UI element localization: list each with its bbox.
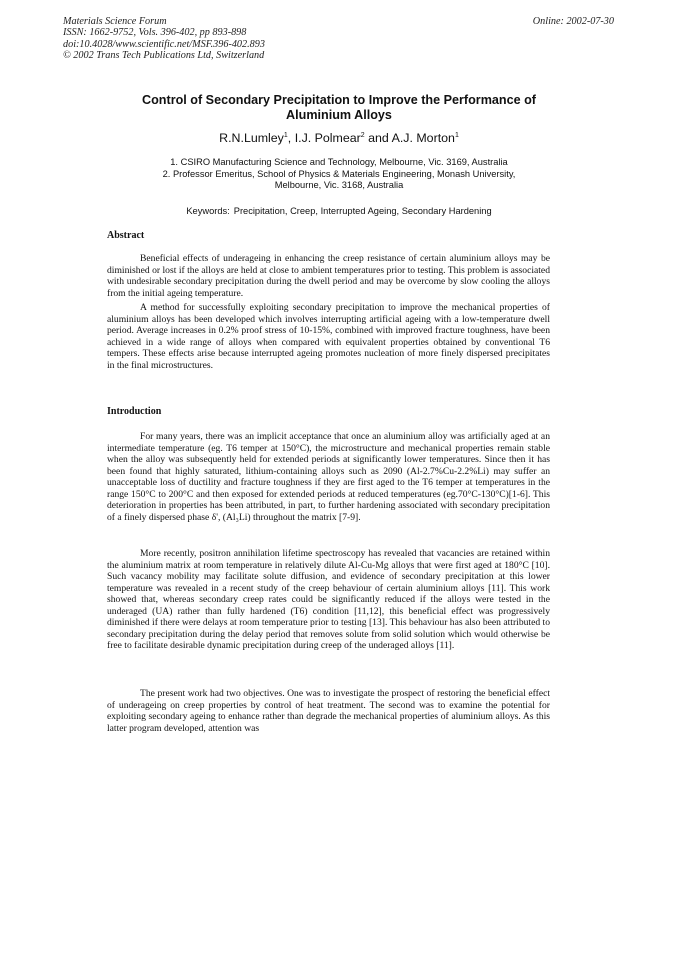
doi-line[interactable]: doi:10.4028/www.scientific.net/MSF.396-402.893	[63, 38, 265, 50]
affiliation-2: 2. Professor Emeritus, School of Physics & Materials Engineering, Monash University,	[162, 168, 516, 179]
journal-header	[63, 16, 265, 61]
author-separator: and	[364, 131, 392, 145]
keywords-list: Precipitation, Creep, Interrupted Ageing, Secondary Hardening	[233, 206, 492, 216]
title-line-1: Control of Secondary Precipitation to Improve the Performance of	[142, 93, 536, 107]
author-name: A.J. Morton	[391, 131, 455, 145]
author-name: R.N.Lumley	[219, 131, 284, 145]
affiliation-2-cont: Melbourne, Vic. 3168, Australia	[274, 180, 404, 191]
abstract-paragraph-1: Beneficial effects of underageing in enhancing the creep resistance of certain aluminium alloys may be diminished or lost if the alloys are held at close to ambient temperatures prior to testing. This problem is associated with undesirable secondary precipitation during the dwell period and may be overcome by slow cooling the alloys from the initial ageing temperature.	[107, 253, 550, 299]
keywords-label: Keywords:	[186, 206, 230, 216]
author-separator: ,	[287, 131, 295, 145]
introduction-paragraph-3: The present work had two objectives. One was to investigate the prospect of restoring the beneficial effect of underageing on creep properties by control of heat treatment. The second was to examine the potential for exploiting secondary ageing to enhance rather than degrade the mechanical properties of aluminium alloys. As this latter program developed, attention was	[107, 688, 550, 734]
keywords-line	[95, 206, 583, 217]
affiliation-marker: 1	[283, 132, 288, 139]
abstract-heading: Abstract	[107, 230, 145, 241]
issn-line: ISSN: 1662-9752, Vols. 396-402, pp 893-898	[63, 27, 247, 39]
affiliation-marker: 1	[454, 132, 459, 139]
affiliations	[95, 157, 583, 192]
online-date: Online: 2002-07-30	[532, 16, 614, 27]
introduction-paragraph-2: More recently, positron annihilation lifetime spectroscopy has revealed that vacancies are retained within the aluminium matrix at room temperature in relatively dilute Al-Cu-Mg alloys that were first aged at 180°C [10]. Such vacancy mobility may facilitate solute diffusion, and evidence of secondary precipitation at this lower temperature was revealed in a recent study of the creep behaviour of certain aluminium alloys [11]. This work showed that, whereas secondary creep rates could be significantly reduced if the alloys were tested in the underaged (UA) rather than fully hardened (T6) condition [11,12], this beneficial effect was progressively diminished if there were delays at room temperature prior to testing [13]. This behaviour has also been attributed to secondary precipitation during the delay period that removes solute from solid solution which would otherwise be free to facilitate desirable dynamic precipitation during creep of the underaged alloys [11].	[107, 548, 550, 652]
copyright-line: © 2002 Trans Tech Publications Ltd, Switzerland	[63, 49, 265, 61]
author-list	[95, 131, 583, 146]
paper-title	[95, 93, 583, 123]
abstract-paragraph-2: A method for successfully exploiting secondary precipitation to improve the mechanical properties of aluminium alloys has been developed which involves interrupting artificial ageing with a low-temperature dwell period. Average increases in 0.2% proof stress of 10-15%, combined with improved fracture toughness, have been achieved in a wide range of alloys when compared with equivalent properties obtained by conventional T6 tempers. These effects arise because interrupted ageing promotes nucleation of more finely dispersed precipitates in the final microstructures.	[107, 302, 550, 371]
introduction-heading: Introduction	[107, 406, 162, 417]
introduction-paragraph-1: For many years, there was an implicit acceptance that once an aluminium alloy was artificially aged at an intermediate temperature (eg. T6 temper at 150°C), the microstructure and mechanical properties remain stable when the alloy was subsequently held for extended periods at significantly lower temperatures. Since then it has been found that highly saturated, lithium-containing alloys such as 2090 (Al-2.7%Cu-2.2%Li) may suffer an unacceptable loss of ductility and fracture toughness if they are first aged to the T6 temper at temperatures in the range 150°C to 200°C and then exposed for extended periods at reduced temperatures (eg.70°C-130°C)[1-6]. This deterioration in properties has been attributed, in part, to further hardening associated with secondary precipitation of a finely dispersed phase δ', (Al₃Li) throughout the matrix [7-9].	[107, 431, 550, 523]
author-name: I.J. Polmear	[294, 131, 361, 145]
affiliation-marker: 2	[360, 132, 365, 139]
title-line-2: Aluminium Alloys	[286, 108, 392, 122]
affiliation-1: 1. CSIRO Manufacturing Science and Technology, Melbourne, Vic. 3169, Australia	[170, 157, 508, 167]
journal-name: Materials Science Forum	[63, 16, 167, 27]
